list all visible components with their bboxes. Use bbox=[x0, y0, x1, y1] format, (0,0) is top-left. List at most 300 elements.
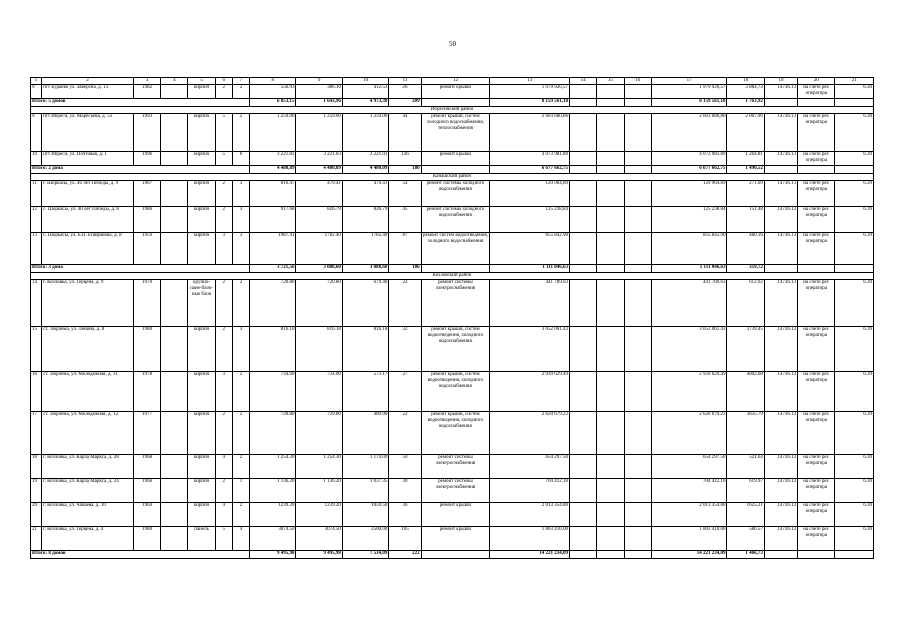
table-cell: 129 964,89 bbox=[490, 181, 570, 207]
table-cell: 720.80 bbox=[250, 412, 296, 455]
table-cell: 619.97 bbox=[727, 479, 764, 503]
table-cell: 1 136.20 bbox=[250, 479, 296, 503]
table-cell: 489.00 bbox=[342, 412, 388, 455]
table-cell: 3635.79 bbox=[727, 412, 764, 455]
table-cell: 6.30 bbox=[835, 455, 874, 479]
table-cell: 1978 bbox=[133, 372, 160, 412]
table-cell: кирпич bbox=[188, 479, 215, 503]
table-cell bbox=[597, 114, 624, 152]
table-cell: 20 bbox=[31, 503, 42, 527]
table-cell: 6.39 bbox=[835, 412, 874, 455]
table-cell: 556.93 bbox=[250, 85, 296, 99]
total-value: 209 bbox=[389, 99, 421, 107]
table-cell: 729.80 bbox=[296, 412, 342, 455]
table-cell: 480.16 bbox=[727, 233, 764, 265]
header-cell: 11 bbox=[389, 78, 421, 85]
table-cell: 3 bbox=[232, 181, 249, 207]
table-cell bbox=[798, 99, 835, 107]
table-cell: 1 254.30 bbox=[296, 455, 342, 479]
header-cell: 12 bbox=[421, 78, 490, 85]
table-cell bbox=[570, 152, 597, 166]
table-cell: 6.30 bbox=[835, 503, 874, 527]
table-cell: 573.17 bbox=[342, 372, 388, 412]
header-cell: 6 bbox=[215, 78, 232, 85]
table-cell: 26 bbox=[389, 85, 421, 99]
table-cell bbox=[764, 265, 797, 273]
table-row bbox=[31, 114, 874, 152]
table-cell: 3 bbox=[215, 372, 232, 412]
total-value: 1 490,52 bbox=[727, 166, 764, 174]
table-cell bbox=[835, 166, 874, 174]
table-cell: 30 bbox=[389, 479, 421, 503]
table-cell bbox=[570, 99, 597, 107]
header-cell: 19 bbox=[764, 78, 797, 85]
table-row bbox=[31, 527, 874, 551]
table-cell: 12 bbox=[31, 207, 42, 233]
table-cell: 4 bbox=[232, 527, 249, 551]
header-cell: 15 bbox=[597, 78, 624, 85]
table-cell bbox=[161, 233, 188, 265]
table-cell: 1966 bbox=[133, 479, 160, 503]
table-cell: ремонт системы холодного водоснабжения bbox=[421, 181, 490, 207]
table-cell: 704 412.10 bbox=[490, 479, 570, 503]
table-cell bbox=[624, 327, 651, 372]
table-cell: 1968 bbox=[133, 455, 160, 479]
table-cell: 14736.13 bbox=[764, 503, 797, 527]
table-row bbox=[31, 455, 874, 479]
table-cell bbox=[161, 479, 188, 503]
total-value: 222 bbox=[389, 551, 421, 559]
table-cell bbox=[597, 455, 624, 479]
table-cell: кирпич bbox=[188, 233, 215, 265]
table-cell: 2 939 629.49 bbox=[651, 372, 727, 412]
table-cell: 720.80 bbox=[296, 280, 342, 327]
table-cell: 11 bbox=[31, 181, 42, 207]
table-cell: на счете рег. оператора bbox=[798, 503, 835, 527]
table-cell: ст. Тюрлема, ул. Молодежная, д. 11 bbox=[42, 372, 134, 412]
table-cell: г. Шоркасы, ул. 40 лет Победы, д. 9 bbox=[42, 181, 134, 207]
table-cell: 816.47 bbox=[250, 181, 296, 207]
table-row bbox=[31, 233, 874, 265]
total-value: 3 721,56 bbox=[250, 265, 296, 273]
table-cell: 1782.40 bbox=[342, 233, 388, 265]
table-cell: ст. Тюрлема, ул. Ленина, д. 8 bbox=[42, 327, 134, 372]
table-cell: 2 bbox=[232, 455, 249, 479]
table-cell: 6.30 bbox=[835, 85, 874, 99]
table-cell bbox=[570, 412, 597, 455]
total-label: Итого: 5 домов bbox=[31, 99, 250, 107]
table-cell: 1977 bbox=[133, 412, 160, 455]
table-cell: 816.18 bbox=[296, 327, 342, 372]
table-cell bbox=[597, 152, 624, 166]
table-cell bbox=[597, 85, 624, 99]
table-cell: 441 789.63 bbox=[651, 280, 727, 327]
table-cell bbox=[597, 479, 624, 503]
header-cell: 3 bbox=[133, 78, 160, 85]
header-cell: 14 bbox=[570, 78, 597, 85]
table-cell: 1 259.06 bbox=[250, 114, 296, 152]
table-cell: 14736.13 bbox=[764, 412, 797, 455]
table-cell: 2 bbox=[232, 372, 249, 412]
table-cell bbox=[597, 265, 624, 273]
header-cell: 17 bbox=[651, 78, 727, 85]
total-label: Итого: 3 дома bbox=[31, 265, 250, 273]
total-value: 8 159 561,18 bbox=[651, 99, 727, 107]
table-cell: г. Козловка, ул. Герцена, д. 9 bbox=[42, 280, 134, 327]
total-value: 4 973,30 bbox=[342, 99, 388, 107]
table-cell: на счете рег. оператора bbox=[798, 280, 835, 327]
table-cell: 6.30 bbox=[835, 114, 874, 152]
table-cell: 271.09 bbox=[727, 181, 764, 207]
table-cell: на счете рег. оператора bbox=[798, 527, 835, 551]
total-value: 359,72 bbox=[727, 265, 764, 273]
table-cell: кирпич bbox=[188, 327, 215, 372]
table-cell: 1 174.09 bbox=[342, 455, 388, 479]
table-cell: 586.57 bbox=[727, 527, 764, 551]
table-cell: 2 bbox=[232, 85, 249, 99]
table-cell: 14736.13 bbox=[764, 181, 797, 207]
table-cell bbox=[161, 280, 188, 327]
table-cell: 14736.13 bbox=[764, 114, 797, 152]
table-cell: 5 bbox=[215, 527, 232, 551]
table-cell: 6.39 bbox=[835, 327, 874, 372]
table-cell: кирпич bbox=[188, 181, 215, 207]
table-cell: 19 bbox=[31, 479, 42, 503]
table-cell: 6.39 bbox=[835, 280, 874, 327]
table-cell: ремонт системы электроснабжения bbox=[421, 280, 490, 327]
total-value: 9 495,98 bbox=[296, 551, 342, 559]
table-cell bbox=[570, 114, 597, 152]
district-row bbox=[31, 174, 874, 181]
district-heading: Канашский район bbox=[31, 174, 874, 181]
table-cell bbox=[798, 551, 835, 559]
table-row bbox=[31, 372, 874, 412]
table-cell: 816.18 bbox=[250, 327, 296, 372]
table-cell: 14736.13 bbox=[764, 455, 797, 479]
table-cell: 816.18 bbox=[342, 327, 388, 372]
table-cell: 15 bbox=[31, 327, 42, 372]
table-cell bbox=[161, 327, 188, 372]
table-cell: 32 bbox=[389, 327, 421, 372]
total-value: 8 159 561,18 bbox=[490, 99, 570, 107]
table-cell: 44 bbox=[389, 114, 421, 152]
table-cell bbox=[597, 280, 624, 327]
table-cell: 720.80 bbox=[250, 280, 296, 327]
table-row bbox=[31, 85, 874, 99]
table-cell: 1 037.35 bbox=[342, 479, 388, 503]
table-row bbox=[31, 503, 874, 527]
table-cell bbox=[597, 372, 624, 412]
table-cell bbox=[161, 207, 188, 233]
table-cell: 50 bbox=[389, 455, 421, 479]
table-cell bbox=[624, 265, 651, 273]
table-cell bbox=[624, 455, 651, 479]
total-label: Итого: 2 дома bbox=[31, 166, 250, 174]
table-cell: 1 bbox=[232, 479, 249, 503]
table-cell: 3 052 061.43 bbox=[490, 327, 570, 372]
table-cell: пгт Ибреси, ул. Маресьева, д. 53 bbox=[42, 114, 134, 152]
table-cell: 1239.20 bbox=[296, 503, 342, 527]
table-cell: ремонт крыши, систем водоотведения, холодного водоснабжения bbox=[421, 412, 490, 455]
total-value: 6 053,15 bbox=[250, 99, 296, 107]
table-cell: 1 979 926,57 bbox=[651, 85, 727, 99]
header-cell: 21 bbox=[835, 78, 874, 85]
table-cell: 1987 bbox=[133, 181, 160, 207]
table-cell: 734.00 bbox=[250, 372, 296, 412]
table-cell: кирпич bbox=[188, 152, 215, 166]
table-cell: 2 bbox=[215, 280, 232, 327]
table-cell: 4 bbox=[215, 455, 232, 479]
header-cell: 9 bbox=[296, 78, 342, 85]
table-cell: 855 842.90 bbox=[651, 233, 727, 265]
table-cell: 21 bbox=[31, 527, 42, 551]
table-cell bbox=[161, 455, 188, 479]
table-cell: 3 221.03 bbox=[296, 152, 342, 166]
table-cell: панель bbox=[188, 527, 215, 551]
table-cell: ремонт крыши bbox=[421, 85, 490, 99]
table-cell: 654 297.50 bbox=[651, 455, 727, 479]
table-cell: 3 052 061.43 bbox=[651, 327, 727, 372]
table-cell bbox=[570, 85, 597, 99]
total-value: 4 480,09 bbox=[296, 166, 342, 174]
table-cell: 2 013 354.80 bbox=[490, 503, 570, 527]
table-cell: 2 bbox=[215, 181, 232, 207]
table-cell: 1980 bbox=[133, 327, 160, 372]
table-cell bbox=[798, 166, 835, 174]
table-cell: 386.10 bbox=[296, 85, 342, 99]
header-cell: 7 bbox=[232, 78, 249, 85]
table-cell: крупно-пане-блоч-ные блок bbox=[188, 280, 215, 327]
header-cell: 18 bbox=[727, 78, 764, 85]
table-row bbox=[31, 181, 874, 207]
table-cell bbox=[161, 85, 188, 99]
table-cell: 3739.45 bbox=[727, 327, 764, 372]
table-cell: 16 bbox=[31, 372, 42, 412]
table-cell: г. Козловка, ул. Герцена, д. 4 bbox=[42, 527, 134, 551]
header-cell: 10 bbox=[342, 78, 388, 85]
table-cell: 1059.50 bbox=[342, 503, 388, 527]
table-cell: 6.39 bbox=[835, 372, 874, 412]
table-cell: 479.41 bbox=[296, 181, 342, 207]
table-cell: 1970 bbox=[133, 280, 160, 327]
table-cell: кирпич bbox=[188, 207, 215, 233]
table-cell: 14736.13 bbox=[764, 85, 797, 99]
header-row bbox=[31, 78, 874, 85]
table-cell: 3 bbox=[232, 327, 249, 372]
table-cell: 14736.13 bbox=[764, 479, 797, 503]
table-cell: 441 789.63 bbox=[490, 280, 570, 327]
header-cell: 16 bbox=[624, 78, 651, 85]
table-cell bbox=[624, 99, 651, 107]
district-heading: Козловский район bbox=[31, 273, 874, 280]
table-cell: 4 073 981.89 bbox=[490, 152, 570, 166]
table-cell: 704 412.10 bbox=[651, 479, 727, 503]
table-cell: 4 bbox=[215, 503, 232, 527]
table-cell: 1 259.06 bbox=[296, 114, 342, 152]
table-cell: 6.30 bbox=[835, 479, 874, 503]
table-cell: 36 bbox=[389, 503, 421, 527]
total-value: 1 111 046,63 bbox=[490, 265, 570, 273]
table-cell: 6.39 bbox=[835, 207, 874, 233]
table-cell bbox=[624, 372, 651, 412]
table-row bbox=[31, 152, 874, 166]
table-cell bbox=[570, 455, 597, 479]
table-cell: 1996 bbox=[133, 152, 160, 166]
table-row bbox=[31, 412, 874, 455]
table-cell bbox=[798, 265, 835, 273]
table-cell bbox=[570, 479, 597, 503]
table-cell: 2500.00 bbox=[342, 527, 388, 551]
table-cell: с. Шоркасы, ул. 40 лет Победы, д. 8 bbox=[42, 207, 134, 233]
table-cell: 3 221.83 bbox=[250, 152, 296, 166]
table-cell: 6.30 bbox=[835, 527, 874, 551]
table-cell: 3 221.03 bbox=[342, 152, 388, 166]
table-cell: на счете рег. оператора bbox=[798, 152, 835, 166]
table-cell bbox=[624, 503, 651, 527]
table-cell: 14736.13 bbox=[764, 233, 797, 265]
table-cell: 2 013 354.80 bbox=[651, 503, 727, 527]
table-cell: 5 bbox=[215, 114, 232, 152]
table-cell: кирпич bbox=[188, 85, 215, 99]
table-cell: 129 964.89 bbox=[651, 181, 727, 207]
table-cell bbox=[624, 233, 651, 265]
table-cell bbox=[624, 181, 651, 207]
table-cell bbox=[421, 551, 490, 559]
table-cell: ст. Тюрлема, ул. Молодежная, д. 12 bbox=[42, 412, 134, 455]
table-cell: 4002.68 bbox=[727, 372, 764, 412]
table-cell: 87 bbox=[389, 233, 421, 265]
total-value: 1 466,73 bbox=[727, 551, 764, 559]
table-cell: 1 803 410.00 bbox=[490, 527, 570, 551]
table-cell: 1 136.20 bbox=[296, 479, 342, 503]
table-cell: 1782.40 bbox=[296, 233, 342, 265]
table-cell: пгт Ибреси, ул. Почтовая, д. 1 bbox=[42, 152, 134, 166]
table-cell: 45 bbox=[389, 207, 421, 233]
total-value: 3 088,60 bbox=[342, 265, 388, 273]
table-cell bbox=[624, 114, 651, 152]
table-cell: на счете рег. оператора bbox=[798, 85, 835, 99]
table-cell bbox=[624, 527, 651, 551]
table-cell bbox=[624, 280, 651, 327]
table-cell: 2 bbox=[215, 327, 232, 372]
table-cell: на счете рег. оператора bbox=[798, 372, 835, 412]
table-cell: 1987.41 bbox=[250, 233, 296, 265]
table-cell: ремонт системы электроснабжения bbox=[421, 479, 490, 503]
table-cell: на счете рег. оператора bbox=[798, 233, 835, 265]
table-cell: 1 254.30 bbox=[250, 455, 296, 479]
table-cell bbox=[597, 207, 624, 233]
table-cell bbox=[570, 233, 597, 265]
table-cell: 14736.13 bbox=[764, 327, 797, 372]
table-cell: г. Козловка, ул. Карла Маркса, д. 24 bbox=[42, 479, 134, 503]
table-cell: 2 939 629.49 bbox=[490, 372, 570, 412]
table-cell: 855 842.90 bbox=[490, 233, 570, 265]
header-cell: 2 bbox=[42, 78, 134, 85]
table-cell bbox=[570, 372, 597, 412]
table-row bbox=[31, 327, 874, 372]
table-cell: 2 bbox=[215, 207, 232, 233]
total-row bbox=[31, 166, 874, 174]
table-cell: 3 bbox=[232, 233, 249, 265]
table-cell: 10 bbox=[31, 152, 42, 166]
table-cell: 521.64 bbox=[727, 455, 764, 479]
table-cell: на счете рег. оператора bbox=[798, 114, 835, 152]
total-value: 7 534,09 bbox=[342, 551, 388, 559]
header-cell: 8 bbox=[250, 78, 296, 85]
total-value: 1 111 046,63 bbox=[651, 265, 727, 273]
header-cell: 1 bbox=[31, 78, 42, 85]
table-cell: ремонт систем водоотведения, холодного водоснабжения bbox=[421, 233, 490, 265]
table-cell: 2 bbox=[232, 280, 249, 327]
table-cell bbox=[764, 99, 797, 107]
district-row bbox=[31, 273, 874, 280]
table-cell bbox=[597, 412, 624, 455]
table-cell: 9 bbox=[31, 85, 42, 99]
table-cell: 826.79 bbox=[296, 207, 342, 233]
total-value: 3 088,60 bbox=[296, 265, 342, 273]
table-cell: 14 bbox=[31, 280, 42, 327]
table-cell: 1625.21 bbox=[727, 503, 764, 527]
table-cell: 1980 bbox=[133, 527, 160, 551]
table-cell bbox=[161, 527, 188, 551]
total-value: 1 643,96 bbox=[296, 99, 342, 107]
table-cell bbox=[421, 166, 490, 174]
table-cell: 1239.20 bbox=[250, 503, 296, 527]
total-value: 6 677 662,75 bbox=[490, 166, 570, 174]
table-cell: 2 620 679.23 bbox=[651, 412, 727, 455]
table-cell: 17 bbox=[31, 412, 42, 455]
total-value: 1 763,92 bbox=[727, 99, 764, 107]
table-cell bbox=[624, 166, 651, 174]
table-cell: 1 259.06 bbox=[342, 114, 388, 152]
table-cell: 2 bbox=[215, 479, 232, 503]
table-cell bbox=[161, 412, 188, 455]
district-heading: Ибресинский район bbox=[31, 107, 874, 114]
table-cell: на счете рег. оператора bbox=[798, 479, 835, 503]
table-cell: 136 bbox=[389, 152, 421, 166]
table-cell: ремонт системы электроснабжения bbox=[421, 455, 490, 479]
table-cell bbox=[161, 152, 188, 166]
table-cell bbox=[570, 207, 597, 233]
table-cell: кирпич bbox=[188, 503, 215, 527]
table-cell: 826.79 bbox=[342, 207, 388, 233]
table-cell bbox=[597, 527, 624, 551]
table-cell: 5 bbox=[215, 152, 232, 166]
table-cell bbox=[624, 412, 651, 455]
table-cell bbox=[597, 233, 624, 265]
table-cell: кирпич bbox=[188, 372, 215, 412]
table-cell bbox=[597, 166, 624, 174]
table-cell: кирпич bbox=[188, 114, 215, 152]
table-cell: ремонт крыши, систем водоотведения, холодного водоснабжения bbox=[421, 327, 490, 372]
table-cell: ремонт крыши bbox=[421, 152, 490, 166]
table-cell: 14736.13 bbox=[764, 527, 797, 551]
header-cell: 4 bbox=[161, 78, 188, 85]
table-cell: кирпич bbox=[188, 412, 215, 455]
table-row bbox=[31, 479, 874, 503]
table-cell: 2 603 680,86 bbox=[490, 114, 570, 152]
table-cell: 22 bbox=[389, 280, 421, 327]
total-row bbox=[31, 99, 874, 107]
total-value: 6 677 662,75 bbox=[651, 166, 727, 174]
table-cell bbox=[597, 503, 624, 527]
table-cell: 27 bbox=[389, 372, 421, 412]
table-cell: 2 bbox=[232, 503, 249, 527]
table-cell bbox=[570, 503, 597, 527]
table-cell: 2 603 680,86 bbox=[651, 114, 727, 152]
table-cell: 3 bbox=[232, 207, 249, 233]
table-cell: ремонт крыши, систем холодного водоснабжения, теплоснабжения bbox=[421, 114, 490, 152]
